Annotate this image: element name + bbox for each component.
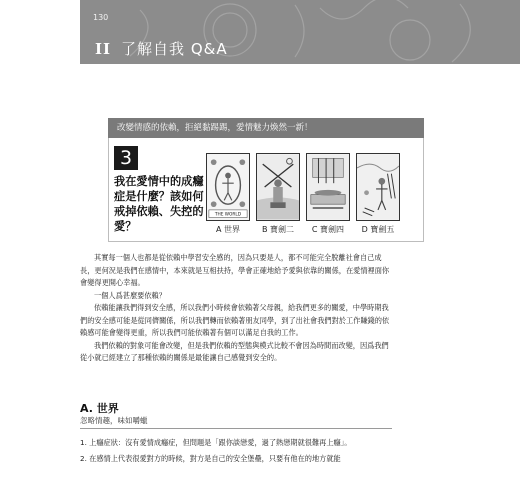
question-banner-text: 改變情感的依賴，拒絕黏踢踢，愛情魅力煥然一新！ — [117, 123, 313, 133]
card-label-d: D 寶劍五 — [361, 225, 395, 234]
body-paragraph-3: 依賴能讓我們得到安全感，所以我們小時候會依賴著父母親，給我們更多的關愛，中學時期我們的安全感可能是從同儕關係，所以我們轉而依賴著朋友同學，到了出社會我們對於工作賺錢的依賴感可能會變得更重，所以我們可能依賴著有個可以滿足自我的工作。 — [80, 303, 390, 337]
two-of-swords-card-icon — [256, 153, 300, 221]
question-number: 3 — [114, 146, 138, 170]
body-paragraph-1: 其實每一個人也都是從依賴中學習安全感的，因為只要是人，都不可能完全脫離社會自己成長，更何況是我們在感情中，本來就是互相扶持，學會正確地給予愛與依靠的關係，在愛情裡面你會變得更開心幸福。 — [80, 253, 390, 287]
five-of-swords-card-icon — [356, 153, 400, 221]
world-card-icon — [206, 153, 250, 221]
card-label-a: A 世界 — [215, 225, 240, 234]
question-text: 我在愛情中的成癮症是什麼？該如何戒掉依賴、失控的愛？ — [114, 175, 204, 233]
chapter-numeral: II — [95, 40, 112, 58]
section-title: A. 世界 — [80, 402, 119, 415]
four-of-swords-card-icon — [306, 153, 350, 221]
chapter-title-text: 了解自我 Q&A — [121, 40, 228, 58]
body-text — [80, 252, 394, 365]
body-paragraph-2: 一個人爲甚麼要依賴？ — [94, 290, 166, 300]
page-number: 130 — [93, 13, 109, 22]
card-label-c: C 寶劍四 — [311, 225, 345, 234]
section-divider — [80, 428, 392, 429]
body-paragraph-4: 我們依賴的對象可能會改變，但是我們依賴的型態與模式比較不會因為時間而改變，因爲我們從小就已經建立了那種依賴的關係是最能讓自己感覺到安全的。 — [80, 340, 389, 362]
list-item: 1. 上癮症狀：沒有愛情成癮症，但問題是「跟你談戀愛，過了熱戀期就很難再上癮」。 — [80, 438, 352, 447]
section-subtitle: 忽略情趣，味如嚼蠟 — [80, 416, 148, 425]
list-item: 2. 在感情上代表很愛對方的時候，對方是自己的安全堡壘，只要有他在的地方就能 — [80, 454, 341, 463]
card-label-b: B 寶劍二 — [261, 225, 295, 234]
chapter-title — [95, 38, 228, 59]
world-card-caption: THE WORLD — [214, 212, 242, 218]
